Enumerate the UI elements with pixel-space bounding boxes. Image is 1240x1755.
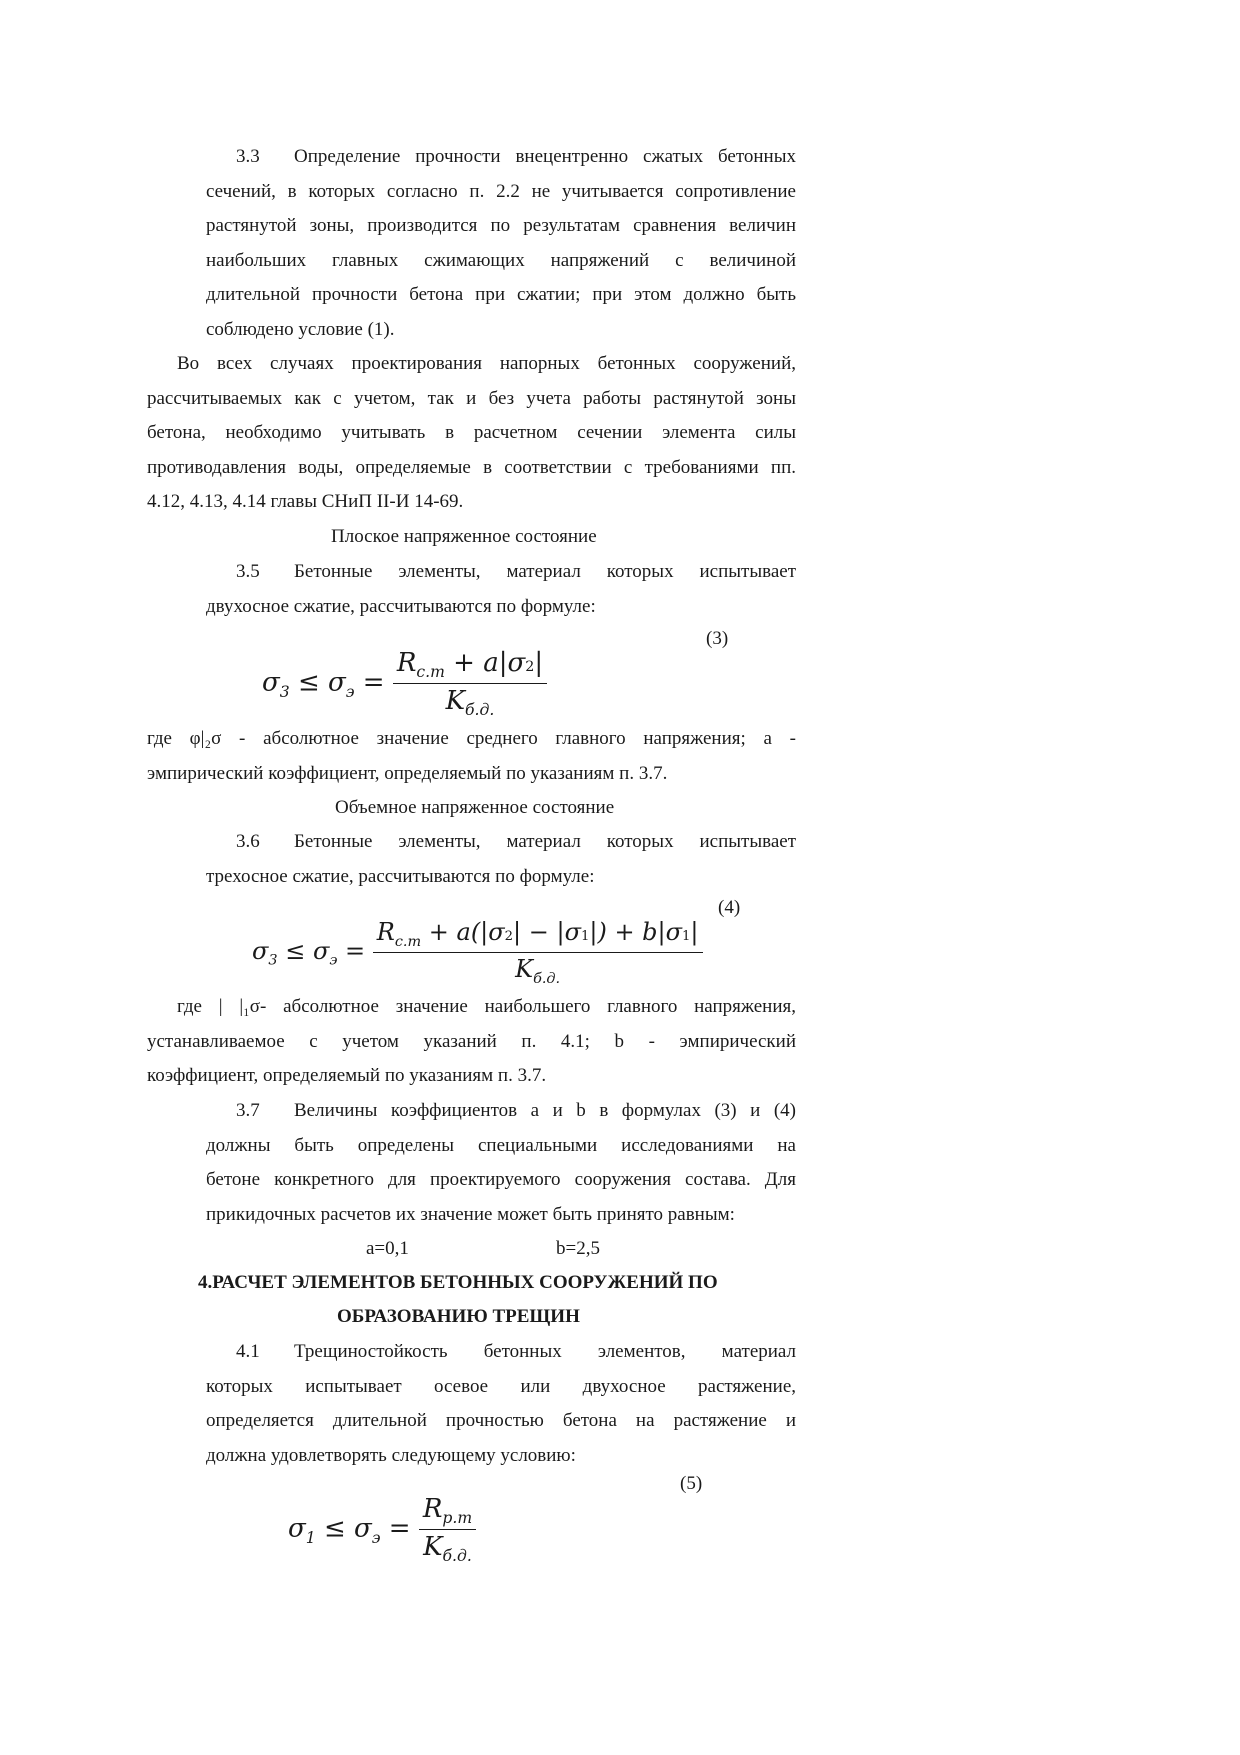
text-line: 4.1 Трещиностойкость бетонных элементов, материал (206, 1335, 796, 1370)
text-line: рассчитываемых как с учетом, так и без учета работы растянутой зоны (147, 387, 796, 409)
text-line: коэффициент, определяемый по указаниям п. 3.7. (147, 1065, 547, 1086)
equation-number-5: (5) (680, 1473, 703, 1494)
heading-plane-stress: Плоское напряженное состояние (331, 526, 597, 547)
text-line: определяется длительной прочностью бетона на растяжение и (206, 1410, 796, 1431)
text-line: 3.7 Величины коэффициентов а и b в формулах (3) и (4) (206, 1094, 796, 1129)
equation-number-4: (4) (718, 897, 741, 918)
text-line: эмпирический коэффициент, определяемый по указаниям п. 3.7. (147, 762, 668, 784)
paragraph-where-3 (147, 722, 796, 791)
text-line: двухосное сжатие, рассчитываются по формуле: (206, 595, 596, 617)
clause-number: 3.6 (236, 831, 260, 852)
text-line: где φ|₂σ - абсолютное значение среднего главного напряжения; а - (147, 728, 796, 749)
text-line: 3.3 Определение прочности внецентренно сжатых бетонных (206, 140, 796, 175)
text-line: наибольших главных сжимающих напряжений с величиной (206, 249, 796, 271)
coefficient-b-value: b=2,5 (556, 1238, 600, 1259)
fraction: $\frac{R_{р.т}}{K_{б.д.}}$ (419, 1494, 476, 1565)
text-line: сечений, в которых согласно п. 2.2 не учитывается сопротивление (206, 180, 796, 202)
text-line: где | |₁σ- абсолютное значение наибольшего главного напряжения, (177, 996, 796, 1017)
fraction: $\frac{R_{с.т} + a(|\sigma 2| - |\sigma 1|) + b|\sigma 1|}{K_{б.д.}}$ (373, 918, 703, 987)
paragraph-where-4 (147, 990, 796, 1094)
text-line: соблюдено условие (1). (206, 318, 395, 340)
text-line: 3.5 Бетонные элементы, материал которых испытывает (206, 555, 796, 590)
text-line: 4.12, 4.13, 4.14 главы СНиП II-И 14-69. (147, 491, 464, 512)
text-line: устанавливаемое с учетом указаний п. 4.1; b - эмпирический (147, 1030, 796, 1052)
text-line: трехосное сжатие, рассчитываются по формуле: (206, 865, 595, 887)
clause-number: 3.3 (236, 146, 260, 167)
clause-number: 3.5 (236, 561, 260, 582)
formula-5: $\sigma_1 \le \sigma_э$ = $\frac{R_{р.т}}{K_{б.д.}}$ (288, 1494, 476, 1565)
text-line: прикидочных расчетов их значение может быть принято равным: (206, 1203, 735, 1225)
equation-number-3: (3) (706, 628, 729, 649)
clause-number: 4.1 (236, 1341, 260, 1362)
text-line: бетона, необходимо учитывать в расчетном сечении элемента силы (147, 422, 796, 443)
formula-4: $\sigma_3 \le \sigma_э$ = $\frac{R_{с.т} + a(|\sigma 2| - |\sigma 1|) + b|\sigma 1|}{K_{б.д.}}$ (252, 918, 703, 987)
section-4-heading-line2: ОБРАЗОВАНИЮ ТРЕЩИН (337, 1306, 580, 1327)
text-line: которых испытывает осевое или двухосное растяжение, (206, 1375, 796, 1397)
text-line: должна удовлетворять следующему условию: (206, 1444, 576, 1466)
text-line: противодавления воды, определяемые в соответствии с требованиями пп. (147, 456, 796, 478)
paragraph-4-1 (206, 1335, 796, 1473)
paragraph-3-6 (206, 825, 796, 894)
fraction: $\frac{R_{с.т} + a|\sigma 2|}{K_{б.д.}}$ (393, 648, 547, 719)
text-line: должны быть определены специальными исследованиями на (206, 1134, 796, 1156)
text-line: длительной прочности бетона при сжатии; при этом должно быть (206, 284, 796, 305)
text-line: бетоне конкретного для проектируемого сооружения состава. Для (206, 1169, 796, 1190)
paragraph-3-5 (206, 555, 796, 624)
heading-volume-stress: Объемное напряженное состояние (335, 797, 615, 818)
clause-number: 3.7 (236, 1100, 260, 1121)
paragraph-3-3 (206, 140, 796, 347)
paragraph-all-cases (147, 347, 796, 520)
text-line: Во всех случаях проектирования напорных бетонных сооружений, (177, 353, 796, 374)
text-line: растянутой зоны, производится по результатам сравнения величин (206, 215, 796, 236)
formula-3: $\sigma_3 \le \sigma_э$ = $\frac{R_{с.т} + a|\sigma 2|}{K_{б.д.}}$ (262, 648, 547, 719)
paragraph-3-7 (206, 1094, 796, 1232)
text-line: 3.6 Бетонные элементы, материал которых испытывает (206, 825, 796, 860)
coefficient-a-value: a=0,1 (366, 1238, 409, 1259)
section-4-heading: 4.РАСЧЕТ ЭЛЕМЕНТОВ БЕТОННЫХ СООРУЖЕНИЙ ПО (198, 1272, 718, 1293)
